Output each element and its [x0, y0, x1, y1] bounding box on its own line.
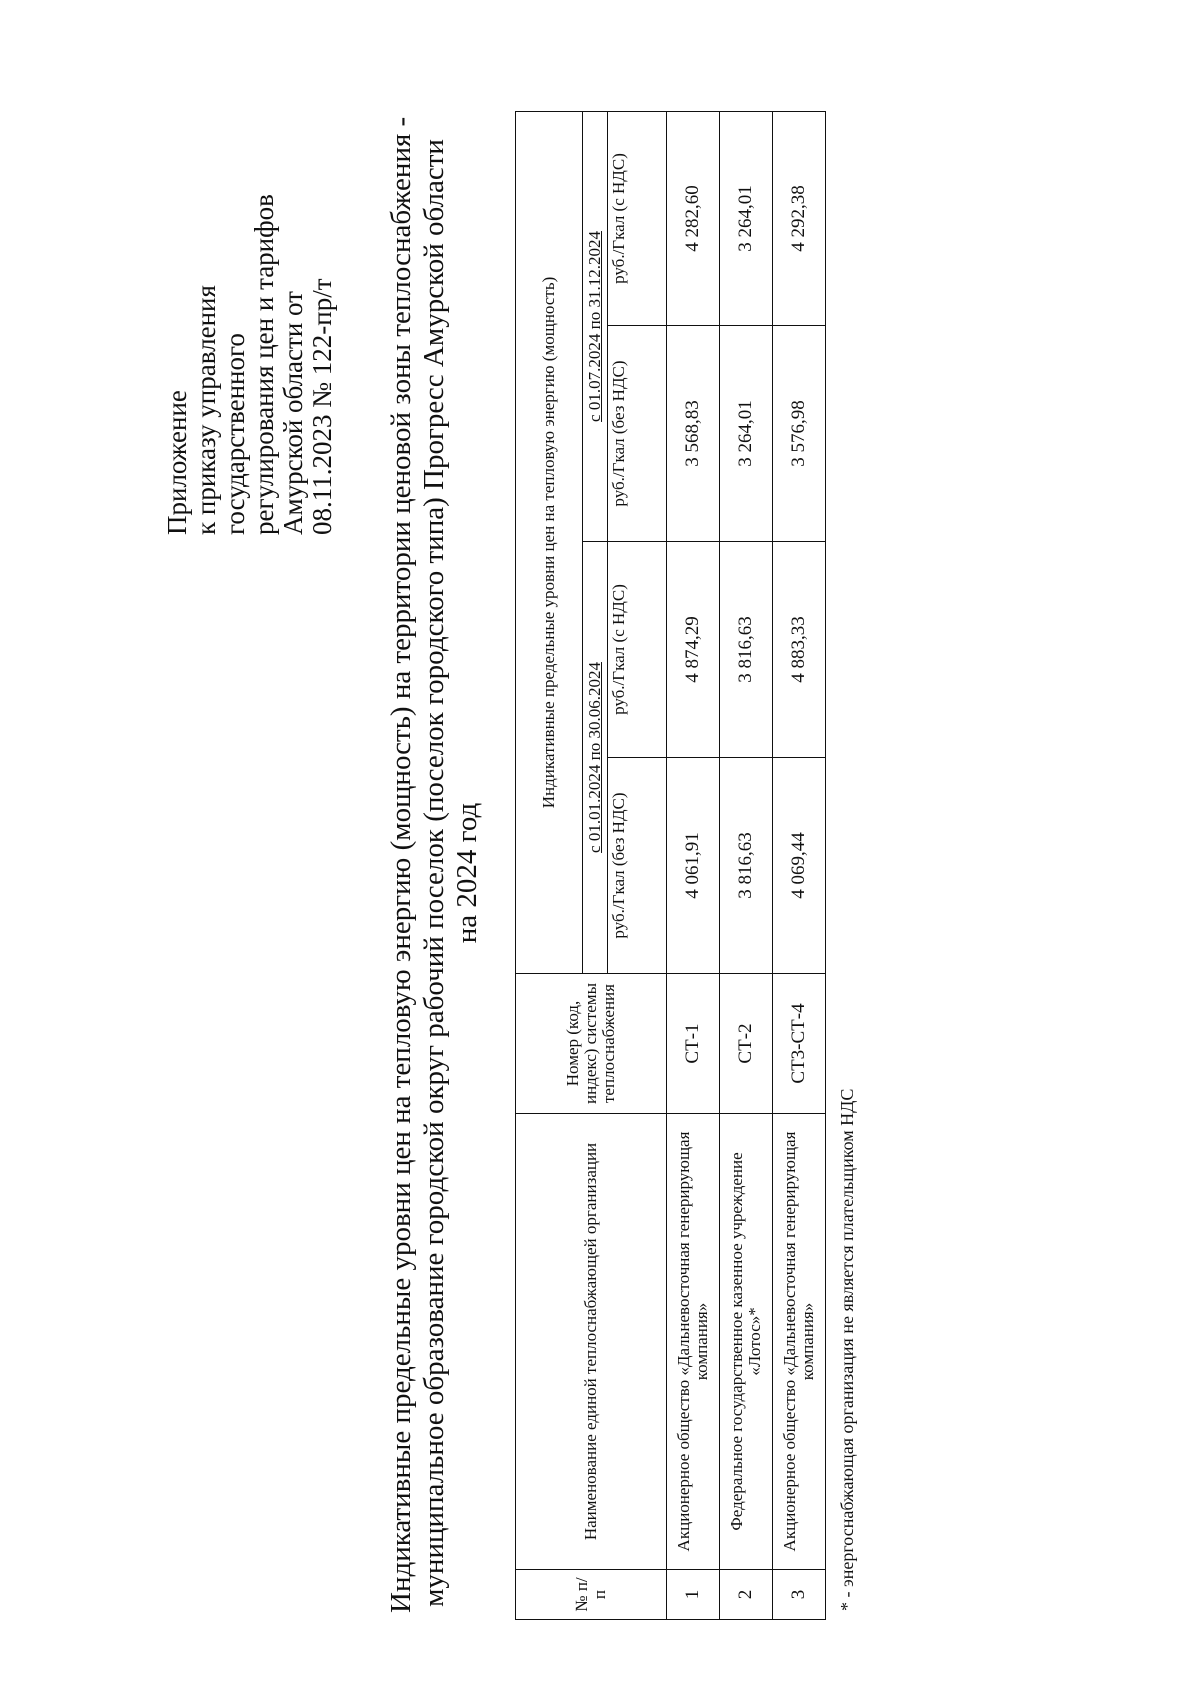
appendix-line: регулирования цен и тарифов	[249, 194, 279, 535]
row-org: Акционерное общество «Дальневосточная генерирующая компания»	[773, 1114, 826, 1570]
row-org: Федеральное государственное казенное учреждение «Лотос»*	[720, 1114, 773, 1570]
header-period-1: с 01.01.2024 по 30.06.2024	[583, 542, 608, 974]
row-p2-vat: 4 282,60	[667, 111, 720, 325]
header-org: Наименование единой теплоснабжающей организации	[516, 1114, 667, 1570]
appendix-line: 08.11.2023 № 122-пр/т	[307, 278, 337, 535]
appendix-line: Амурской области от	[278, 291, 308, 535]
tariff-table	[515, 111, 826, 1620]
row-system: СТ-2	[720, 974, 773, 1114]
table-row	[667, 111, 720, 1619]
header-unit-no-vat: руб./Гкал (без НДС)	[608, 326, 667, 542]
row-org: Акционерное общество «Дальневосточная генерирующая компания»	[667, 1114, 720, 1570]
header-unit-vat: руб./Гкал (с НДС)	[608, 111, 667, 325]
header-period-2: с 01.07.2024 по 31.12.2024	[583, 111, 608, 541]
table-row	[773, 111, 826, 1619]
row-p1-vat: 4 874,29	[667, 542, 720, 758]
appendix-line: государственного	[220, 333, 250, 535]
row-p2-no-vat: 3 264,01	[720, 326, 773, 542]
row-system: СТ-1	[667, 974, 720, 1114]
table-row	[720, 111, 773, 1619]
row-p2-vat: 4 292,38	[773, 111, 826, 325]
row-p2-no-vat: 3 568,83	[667, 326, 720, 542]
row-num: 2	[720, 1570, 773, 1620]
row-p2-vat: 3 264,01	[720, 111, 773, 325]
header-unit-no-vat: руб./Гкал (без НДС)	[608, 758, 667, 974]
row-num: 3	[773, 1570, 826, 1620]
document-title	[385, 116, 484, 1613]
footnote: * - энергоснабжающая организация не является плательщиком НДС	[837, 1088, 857, 1611]
title-line: Индикативные предельные уровни цен на тепловую энергию (мощность) на территории ценовой зоны теплоснабжения -	[385, 116, 417, 1613]
row-num: 1	[667, 1570, 720, 1620]
row-p2-no-vat: 3 576,98	[773, 326, 826, 542]
header-levels: Индикативные предельные уровни цен на тепловую энергию (мощность)	[516, 111, 583, 973]
appendix-block	[163, 35, 337, 535]
row-p1-no-vat: 4 069,44	[773, 758, 826, 974]
row-p1-no-vat: 4 061,91	[667, 758, 720, 974]
appendix-line: Приложение	[162, 390, 192, 535]
title-line: на 2024 год	[451, 802, 483, 944]
header-system: Номер (код, индекс) системы теплоснабжения	[516, 974, 667, 1114]
row-system: СТ3-СТ-4	[773, 974, 826, 1114]
row-p1-vat: 4 883,33	[773, 542, 826, 758]
header-num: № п/п	[516, 1570, 667, 1620]
row-p1-no-vat: 3 816,63	[720, 758, 773, 974]
header-unit-vat: руб./Гкал (с НДС)	[608, 542, 667, 758]
title-line: муниципальное образование городской округ рабочий поселок (поселок городского типа) Прогресс Амурской области	[418, 139, 450, 1607]
appendix-line: к приказу управления	[191, 285, 221, 535]
row-p1-vat: 3 816,63	[720, 542, 773, 758]
